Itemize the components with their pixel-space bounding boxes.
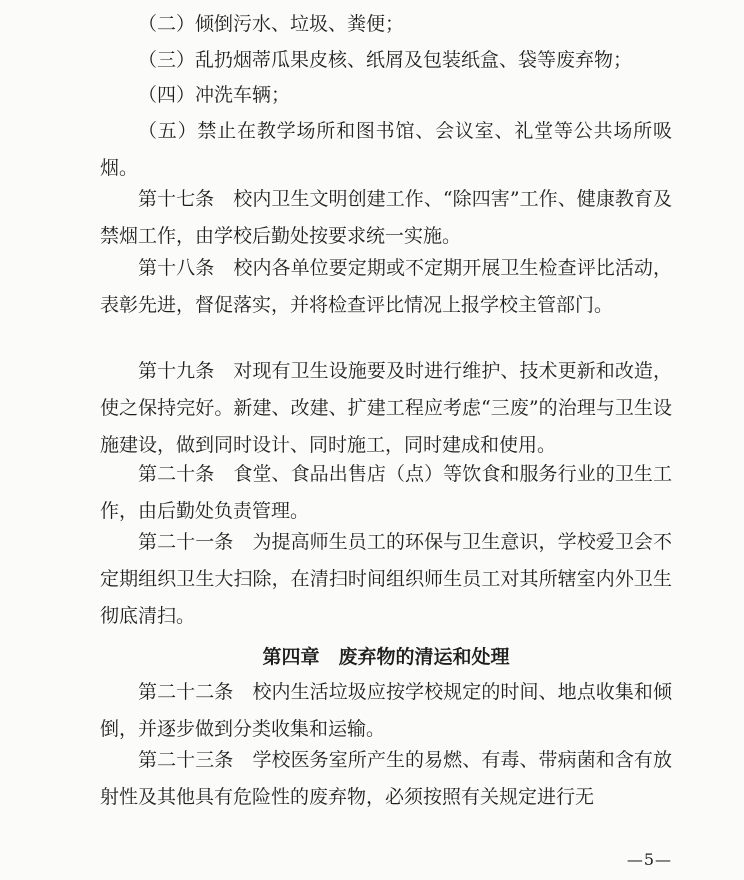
paragraph-item-3: （三）乱扔烟蒂瓜果皮核、纸屑及包装纸盒、袋等废弃物；	[138, 49, 633, 71]
paragraph-item-5: （五）禁止在教学场所和图书馆、会议室、礼堂等公共场所吸烟。	[100, 120, 672, 179]
paragraph-article-17: 第十七条 校内卫生文明创建工作、“除四害”工作、健康教育及禁烟工作，由学校后勤处按要求统一实施。	[100, 188, 672, 247]
paragraph-article-19: 第十九条 对现有卫生设施要及时进行维护、技术更新和改造，使之保持完好。新建、改建、扩建工程应考虑“三废”的治理与卫生设施建设，做到同时设计、同时施工，同时建成和使用。	[100, 360, 672, 456]
paragraph-article-22: 第二十二条 校内生活垃圾应按学校规定的时间、地点收集和倾倒，并逐步做到分类收集和运输。	[100, 681, 672, 740]
chapter-heading: 第四章 废弃物的清运和处理	[262, 646, 510, 668]
paragraph-article-18: 第十八条 校内各单位要定期或不定期开展卫生检查评比活动，表彰先进，督促落实，并将检查评比情况上报学校主管部门。	[100, 257, 672, 316]
paragraph-article-23: 第二十三条 学校医务室所产生的易燃、有毒、带病菌和含有放射性及其他具有危险性的废弃物，必须按照有关规定进行无	[100, 749, 672, 808]
paragraph-item-2: （二）倾倒污水、垃圾、粪便；	[138, 13, 405, 35]
paragraph-item-4: （四）冲洗车辆；	[138, 84, 291, 106]
paragraph-article-20: 第二十条 食堂、食品出售店（点）等饮食和服务行业的卫生工作，由后勤处负责管理。	[100, 463, 672, 522]
page-number: —5—	[626, 850, 672, 869]
paragraph-article-21: 第二十一条 为提高师生员工的环保与卫生意识，学校爱卫会不定期组织卫生大扫除，在清扫时间组织师生员工对其所辖室内外卫生彻底清扫。	[100, 531, 672, 627]
